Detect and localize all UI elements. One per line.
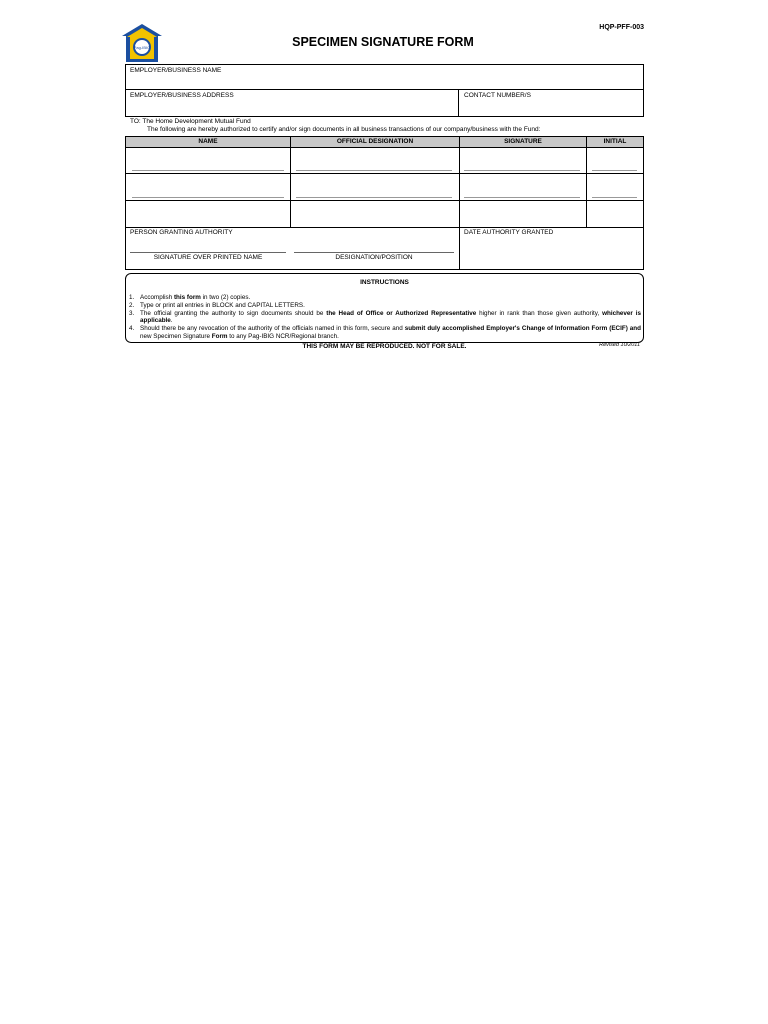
employer-name-label: EMPLOYER/BUSINESS NAME	[130, 67, 222, 74]
col-name-header: NAME	[198, 138, 218, 145]
instruction-number: 3.	[129, 309, 135, 317]
designation-field[interactable]	[291, 201, 459, 227]
col-signature-header: SIGNATURE	[504, 138, 542, 145]
instructions-list	[129, 294, 641, 341]
instruction-text: Should there be any revocation of the authority of the officials named in this form, secure and submit duly accomplished Employer's Change of Information Form (ECIF) and new Specimen Signature Form to any Pag-IBIG NCR/Regional branch.	[140, 325, 641, 340]
instruction-item	[129, 325, 641, 341]
table-row	[126, 174, 643, 200]
svg-text:Pag-IBIG: Pag-IBIG	[133, 45, 151, 50]
employer-address-label: EMPLOYER/BUSINESS ADDRESS	[130, 92, 234, 99]
signature-caption: SIGNATURE OVER PRINTED NAME	[153, 254, 263, 261]
granting-designation-field[interactable]	[294, 237, 454, 252]
instructions-box	[125, 273, 644, 343]
employer-name-field[interactable]	[126, 74, 643, 89]
employer-address-field[interactable]	[126, 99, 458, 116]
instruction-text: The official granting the authority to sign documents should be the Head of Office or Authorized Representative higher in rank than those given authority, whichever is applicable.	[140, 309, 642, 325]
authorization-statement: The following are hereby authorized to certify and/or sign documents in all business transactions of our company/business with the Fund:	[147, 126, 541, 133]
to-line: TO: The Home Development Mutual Fund	[130, 118, 251, 125]
instruction-text: Accomplish this form in two (2) copies.	[140, 294, 251, 301]
instruction-number: 2.	[129, 301, 135, 309]
reproduction-notice: THIS FORM MAY BE REPRODUCED. NOT FOR SALE.	[302, 343, 467, 350]
person-granting-label: PERSON GRANTING AUTHORITY	[130, 229, 233, 236]
date-authority-label: DATE AUTHORITY GRANTED	[464, 229, 554, 236]
instruction-item	[129, 302, 641, 310]
instruction-number: 1.	[129, 294, 135, 301]
col-initial-header: INITIAL	[603, 138, 627, 145]
employer-block	[125, 64, 644, 117]
table-row	[126, 201, 643, 227]
pag-ibig-logo	[121, 23, 163, 63]
contact-field[interactable]	[459, 99, 643, 116]
initial-field[interactable]	[587, 201, 643, 227]
page-title: SPECIMEN SIGNATURE FORM	[292, 35, 474, 49]
designation-caption: DESIGNATION/POSITION	[335, 254, 413, 261]
signatories-table	[125, 136, 644, 270]
col-designation-header: OFFICIAL DESIGNATION	[336, 138, 414, 145]
table-row	[126, 148, 643, 173]
revised-date: Revised 10/2011	[599, 342, 640, 348]
form-code: HQP-PFF-003	[599, 24, 644, 31]
name-field[interactable]	[126, 201, 290, 227]
contact-label: CONTACT NUMBER/S	[464, 92, 531, 99]
instruction-number: 4.	[129, 325, 135, 333]
date-authority-field[interactable]	[460, 237, 643, 269]
instruction-text: Type or print all entries in BLOCK and CAPITAL LETTERS.	[140, 301, 305, 309]
signature-field[interactable]	[460, 201, 586, 227]
granting-signature-field[interactable]	[130, 237, 286, 252]
instruction-item	[129, 294, 641, 302]
instructions-heading: INSTRUCTIONS	[360, 279, 409, 286]
instruction-item	[129, 310, 641, 326]
